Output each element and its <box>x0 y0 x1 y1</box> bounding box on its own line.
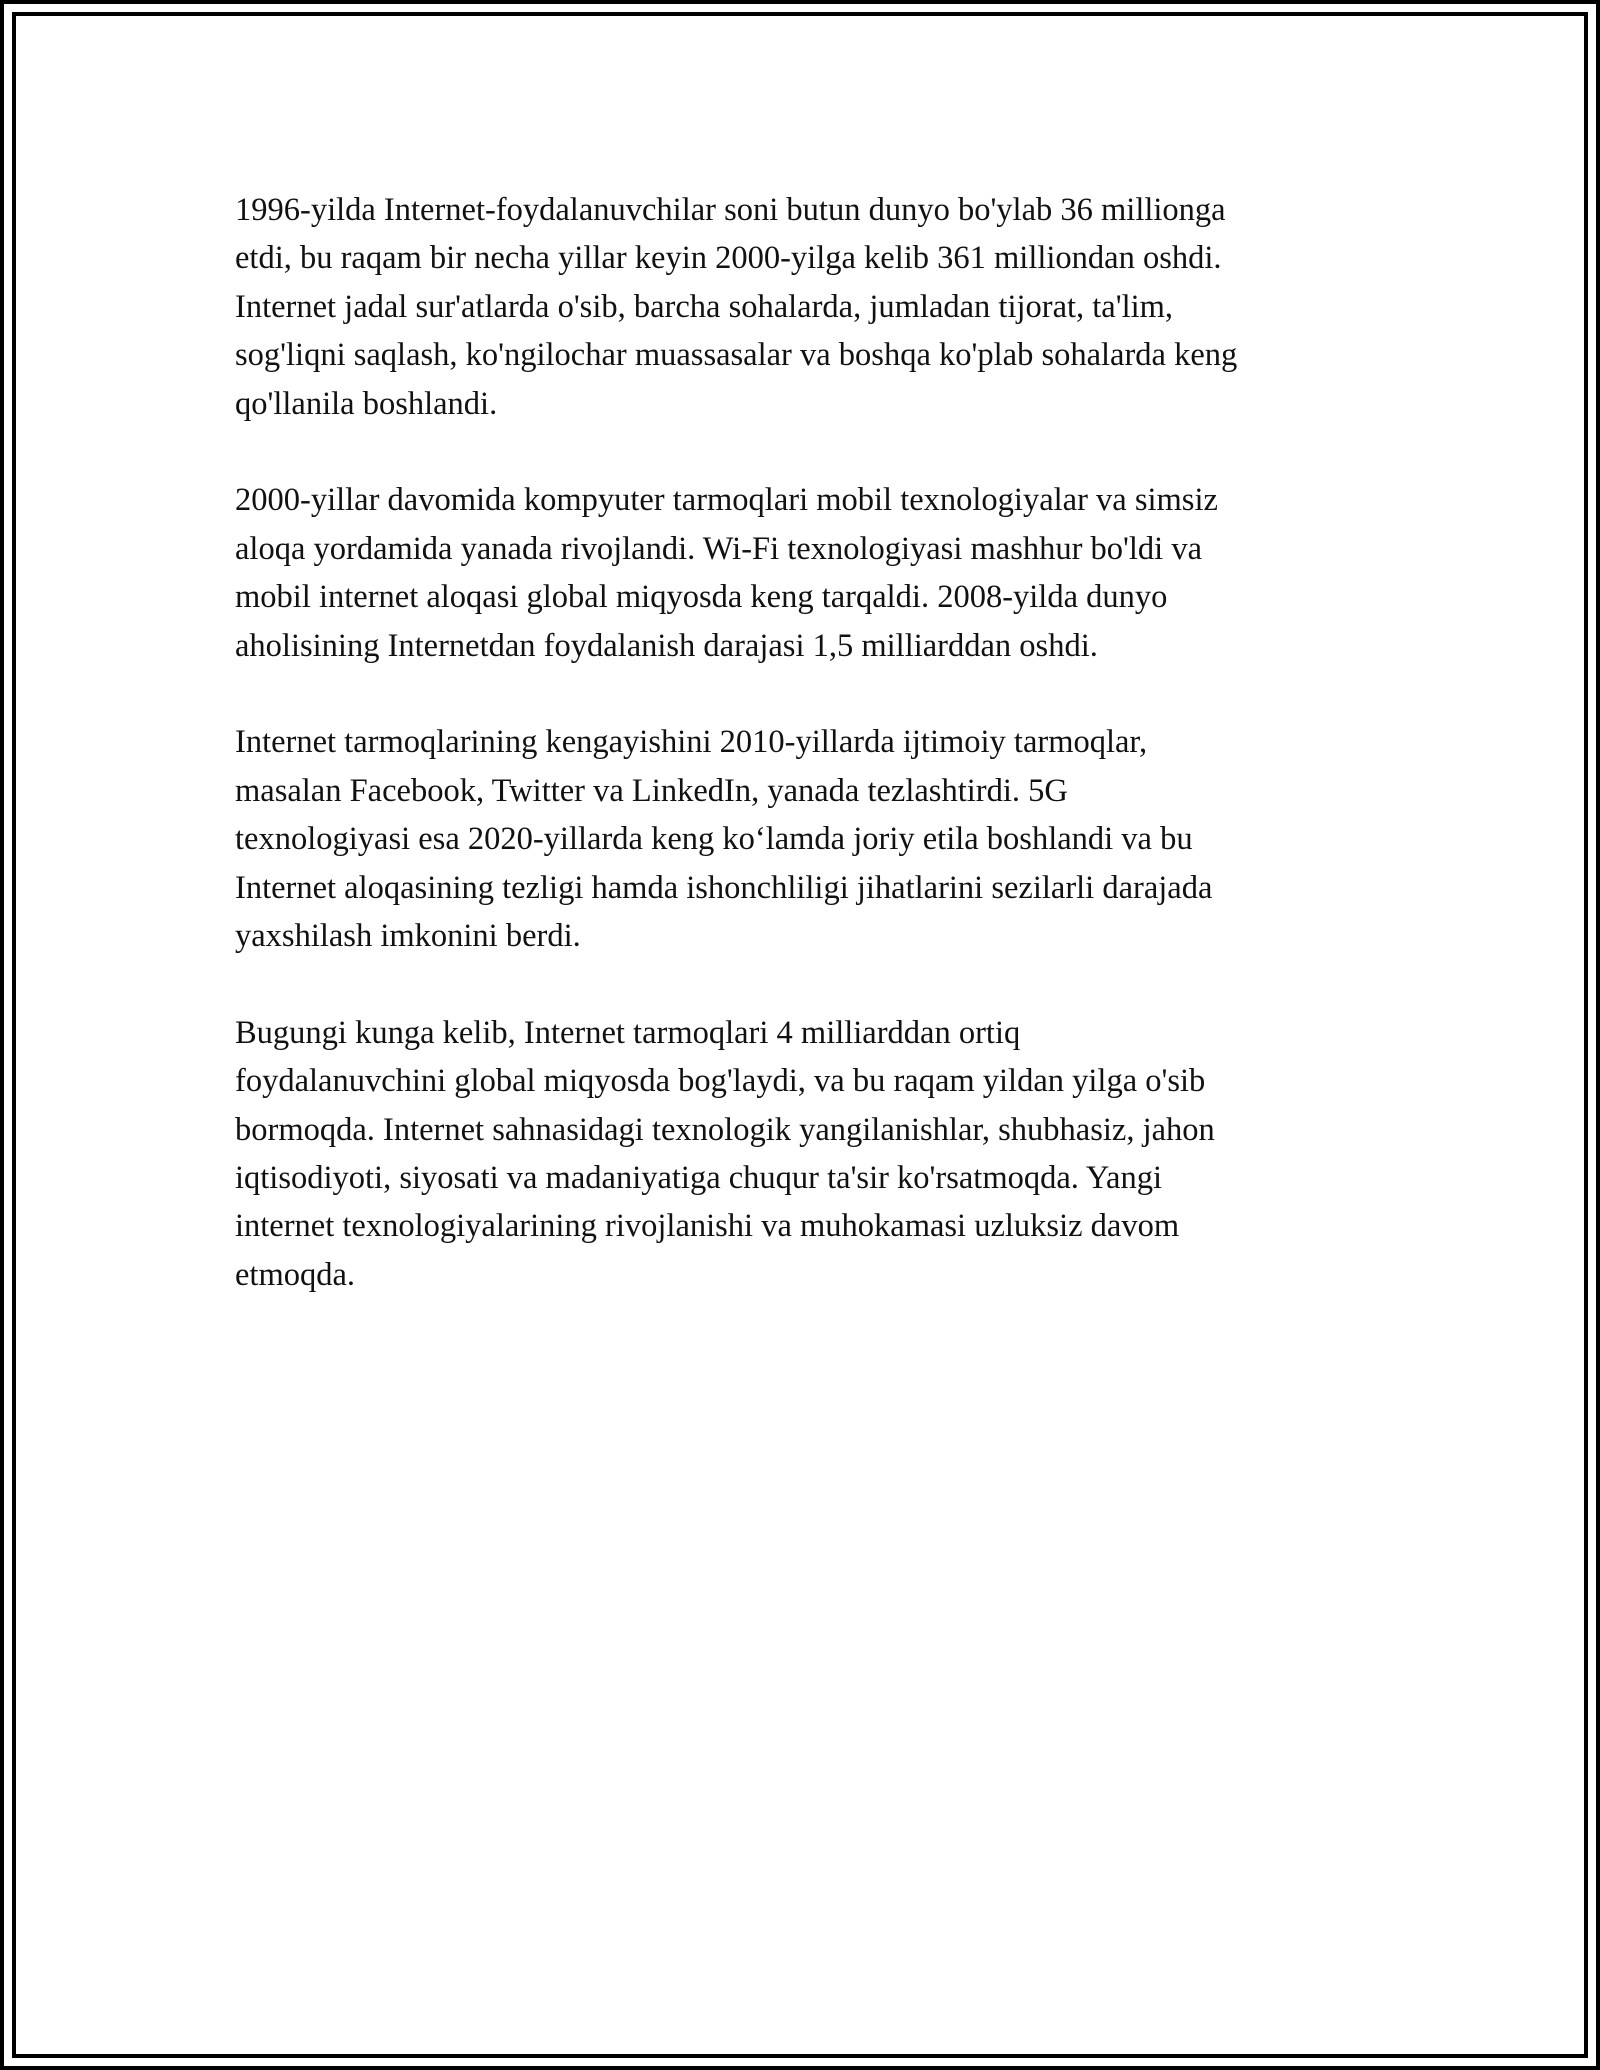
paragraph-2 <box>235 476 1385 670</box>
text-line: aholisining Internetdan foydalanish darajasi 1,5 milliarddan oshdi. <box>235 627 1098 664</box>
text-line: etmoqda. <box>235 1256 356 1293</box>
paragraph-4 <box>235 1009 1385 1299</box>
text-line: sog'liqni saqlash, ko'ngilochar muassasalar va boshqa ko'plab sohalarda keng <box>235 337 1238 374</box>
text-line: masalan Facebook, Twitter va LinkedIn, yanada tezlashtirdi. 5G <box>235 772 1068 809</box>
text-line: foydalanuvchini global miqyosda bog'laydi, va bu raqam yildan yilga o'sib <box>235 1063 1206 1100</box>
text-line: qo'llanila boshlandi. <box>235 385 498 422</box>
text-line: internet texnologiyalarining rivojlanishi va muhokamasi uzluksiz davom <box>235 1208 1180 1245</box>
text-line: etdi, bu raqam bir necha yillar keyin 2000-yilga kelib 361 milliondan oshdi. <box>235 240 1222 277</box>
paragraph-3 <box>235 718 1385 960</box>
text-line: 2000-yillar davomida kompyuter tarmoqlari mobil texnologiyalar va simsiz <box>235 482 1218 519</box>
document-body <box>235 186 1385 1348</box>
text-line: Internet aloqasining tezligi hamda ishonchliligi jihatlarini sezilarli darajada <box>235 869 1213 906</box>
text-line: bormoqda. Internet sahnasidagi texnologik yangilanishlar, shubhasiz, jahon <box>235 1111 1215 1148</box>
text-line: aloqa yordamida yanada rivojlandi. Wi-Fi texnologiyasi mashhur bo'ldi va <box>235 530 1203 567</box>
text-line: Internet tarmoqlarining kengayishini 2010-yillarda ijtimoiy tarmoqlar, <box>235 724 1148 761</box>
text-line: mobil internet aloqasi global miqyosda keng tarqaldi. 2008-yilda dunyo <box>235 579 1168 616</box>
text-line: texnologiyasi esa 2020-yillarda keng ko‘lamda joriy etila boshlandi va bu <box>235 821 1193 858</box>
paragraph-1 <box>235 186 1385 428</box>
text-line: 1996-yilda Internet-foydalanuvchilar soni butun dunyo bo'ylab 36 millionga <box>235 192 1226 228</box>
text-line: yaxshilash imkonini berdi. <box>235 918 581 955</box>
text-line: Internet jadal sur'atlarda o'sib, barcha sohalarda, jumladan tijorat, ta'lim, <box>235 288 1174 325</box>
text-line: Bugungi kunga kelib, Internet tarmoqlari 4 milliarddan ortiq <box>235 1014 1021 1051</box>
text-line: iqtisodiyoti, siyosati va madaniyatiga chuqur ta'sir ko'rsatmoqda. Yangi <box>235 1160 1163 1197</box>
